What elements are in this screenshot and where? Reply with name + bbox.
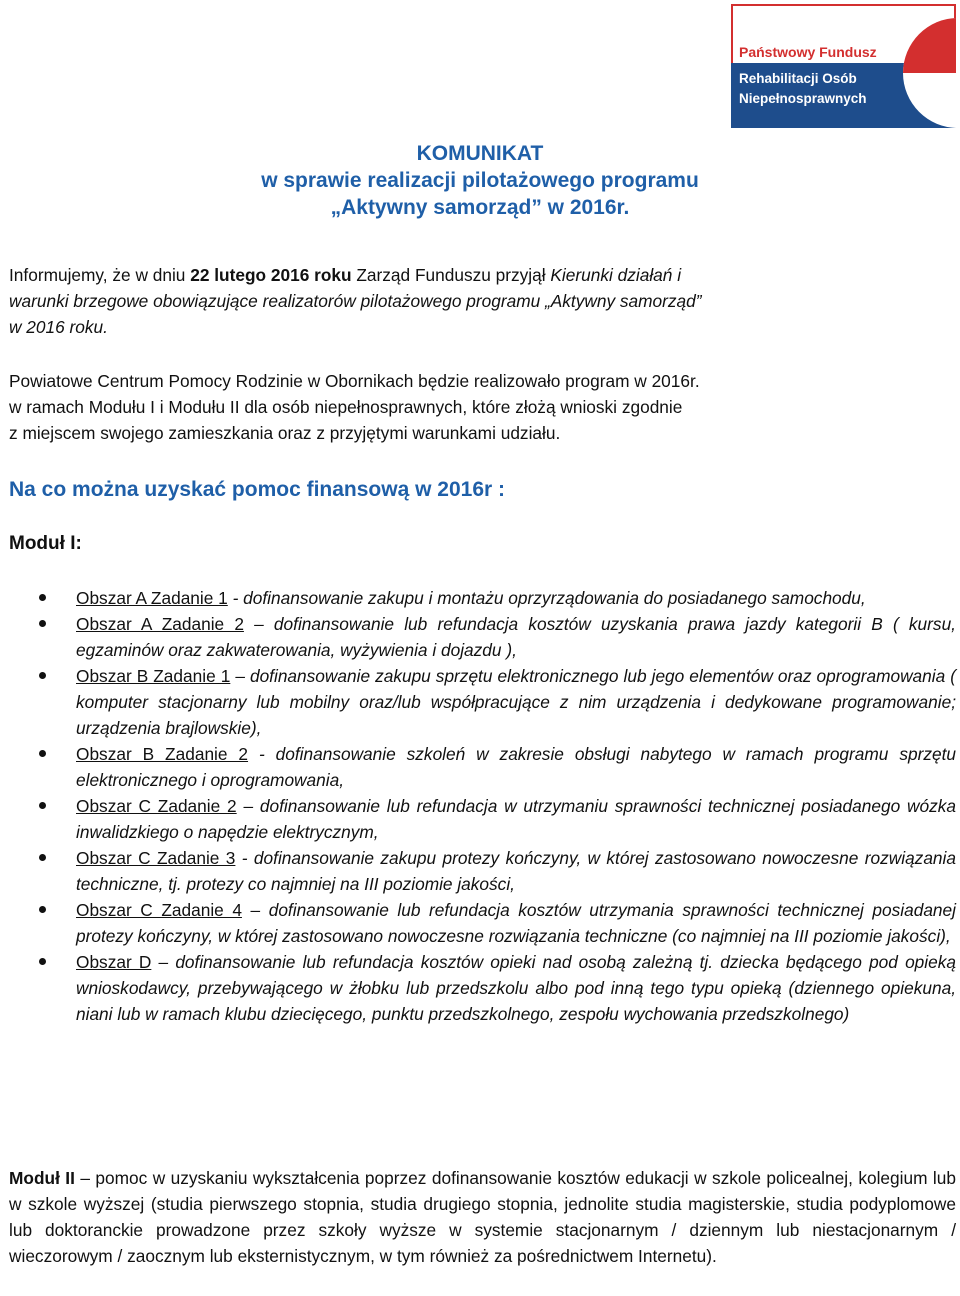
modul-2-text: – pomoc w uzyskaniu wykształcenia poprzez dofinansowanie kosztów edukacji w szkole policealnej, kolegium lub w szkole wyższej (studia pierwszego stopnia, studia drugiego stopnia, jednolite studia magisterskie, studia podyplomowe lub doktoranckie prowadzone przez szkoły wyższe w systemie stacjonarnym / dziennym lub niestacjonarnym / wieczorowym / zaocznym lub eksternistycznym, w tym również za pośrednictwem Internetu).	[9, 1168, 956, 1266]
list-item-label: Obszar D	[76, 952, 152, 972]
intro-text: Zarząd Funduszu przyjął	[351, 265, 551, 285]
logo-text-line2: Rehabilitacji Osób	[739, 71, 857, 86]
list-item	[0, 793, 960, 845]
list-item-text	[76, 793, 956, 845]
list-item-text	[76, 949, 956, 1027]
list-item	[0, 949, 960, 1027]
pfron-logo	[731, 4, 956, 128]
bullet-icon	[39, 854, 46, 861]
intro-line-1	[9, 262, 681, 288]
list-item	[0, 611, 960, 663]
list-item-label: Obszar B Zadanie 2	[76, 744, 249, 764]
list-item-text	[76, 897, 956, 949]
modul-1-label: Moduł I:	[9, 533, 82, 554]
intro-line-2: warunki brzegowe obowiązujące realizatorów pilotażowego programu „Aktywny samorząd”	[9, 291, 702, 311]
pcpr-line-2: w ramach Modułu I i Modułu II dla osób niepełnosprawnych, które złożą wnioski zgodnie	[9, 397, 683, 417]
list-item	[0, 741, 960, 793]
logo-text-line1: Państwowy Fundusz	[739, 44, 877, 60]
program-name: „Aktywny samorząd” w 2016r.	[330, 196, 630, 219]
bullet-icon	[39, 672, 46, 679]
list-item-label: Obszar C Zadanie 4	[76, 900, 242, 920]
list-item-label: Obszar A Zadanie 2	[76, 614, 244, 634]
list-item-label: Obszar B Zadanie 1	[76, 666, 231, 686]
list-item-text	[76, 611, 956, 663]
list-item	[0, 663, 960, 741]
list-item-label: Obszar C Zadanie 2	[76, 796, 237, 816]
list-item-description: - dofinansowanie zakupu i montażu oprzyrządowania do posiadanego samochodu,	[227, 588, 866, 608]
bullet-icon	[39, 594, 46, 601]
document-title: KOMUNIKAT	[416, 142, 544, 165]
modul-2-label: Moduł II	[9, 1168, 75, 1188]
pcpr-line-3: z miejscem swojego zamieszkania oraz z przyjętymi warunkami udziału.	[9, 423, 561, 443]
document-subtitle: w sprawie realizacji pilotażowego programu	[261, 169, 699, 192]
list-item	[0, 845, 960, 897]
list-item-description: – dofinansowanie lub refundacja w utrzymaniu sprawności technicznej posiadanego wózka inwalidzkiego o napędzie elektrycznym,	[76, 796, 956, 842]
list-item-description: – dofinansowanie lub refundacja kosztów uzyskania prawa jazdy kategorii B ( kursu, egzaminów oraz zakwaterowania, wyżywienia i dojazdu ),	[76, 614, 956, 660]
list-item-description: – dofinansowanie lub refundacja kosztów opieki nad osobą zależną tj. dziecka będącego pod opieką wnioskodawcy, przebywającego w żłobku lub przedszkolu albo pod inną tego typu opieką (dziennego opiekuna, niani lub w ramach klubu dziecięcego, punktu przedszkolnego, zespołu wychowania przedszkolnego)	[76, 952, 956, 1024]
logo-circle-red-half	[903, 18, 956, 73]
list-item-description: – dofinansowanie lub refundacja kosztów utrzymania sprawności technicznej posiadanej protezy kończyny, w której zastosowano nowoczesne rozwiązania techniczne (co najmniej na III poziomie jakości),	[76, 900, 956, 946]
bullet-icon	[39, 958, 46, 965]
list-item-text	[76, 741, 956, 793]
pcpr-line-1: Powiatowe Centrum Pomocy Rodzinie w Obornikach będzie realizowało program w 2016r.	[9, 371, 700, 391]
intro-line-3: w 2016 roku.	[9, 317, 108, 337]
list-item-label: Obszar A Zadanie 1	[76, 588, 228, 608]
section-heading: Na co można uzyskać pomoc finansową w 2016r :	[9, 478, 505, 501]
list-item-description: – dofinansowanie zakupu sprzętu elektronicznego lub jego elementów oraz oprogramowania ( komputer stacjonarny lub mobilny oraz/lub współpracujące z nim urządzenia i dedykowane programowanie; urządzenia brajlowskie),	[76, 666, 956, 738]
list-item-label: Obszar C Zadanie 3	[76, 848, 236, 868]
logo-text-line3: Niepełnosprawnych	[739, 91, 867, 106]
bullet-icon	[39, 906, 46, 913]
intro-text-italic: Kierunki działań i	[550, 265, 682, 285]
list-item-text	[76, 585, 956, 611]
bullet-icon	[39, 750, 46, 757]
list-item-description: - dofinansowanie szkoleń w zakresie obsługi nabytego w ramach programu sprzętu elektronicznego i oprogramowania,	[76, 744, 956, 790]
list-item	[0, 585, 960, 611]
modul-2-paragraph	[9, 1165, 956, 1269]
list-item-text	[76, 663, 956, 741]
list-item-description: - dofinansowanie zakupu protezy kończyny, w której zastosowano nowoczesne rozwiązania techniczne, tj. protezy co najmniej na III poziomie jakości,	[76, 848, 956, 894]
bullet-icon	[39, 802, 46, 809]
intro-text: Informujemy, że w dniu	[9, 265, 191, 285]
bullet-icon	[39, 620, 46, 627]
list-item	[0, 897, 960, 949]
modul-1-list	[0, 585, 960, 1027]
list-item-text	[76, 845, 956, 897]
intro-date: 22 lutego 2016 roku	[190, 265, 352, 285]
